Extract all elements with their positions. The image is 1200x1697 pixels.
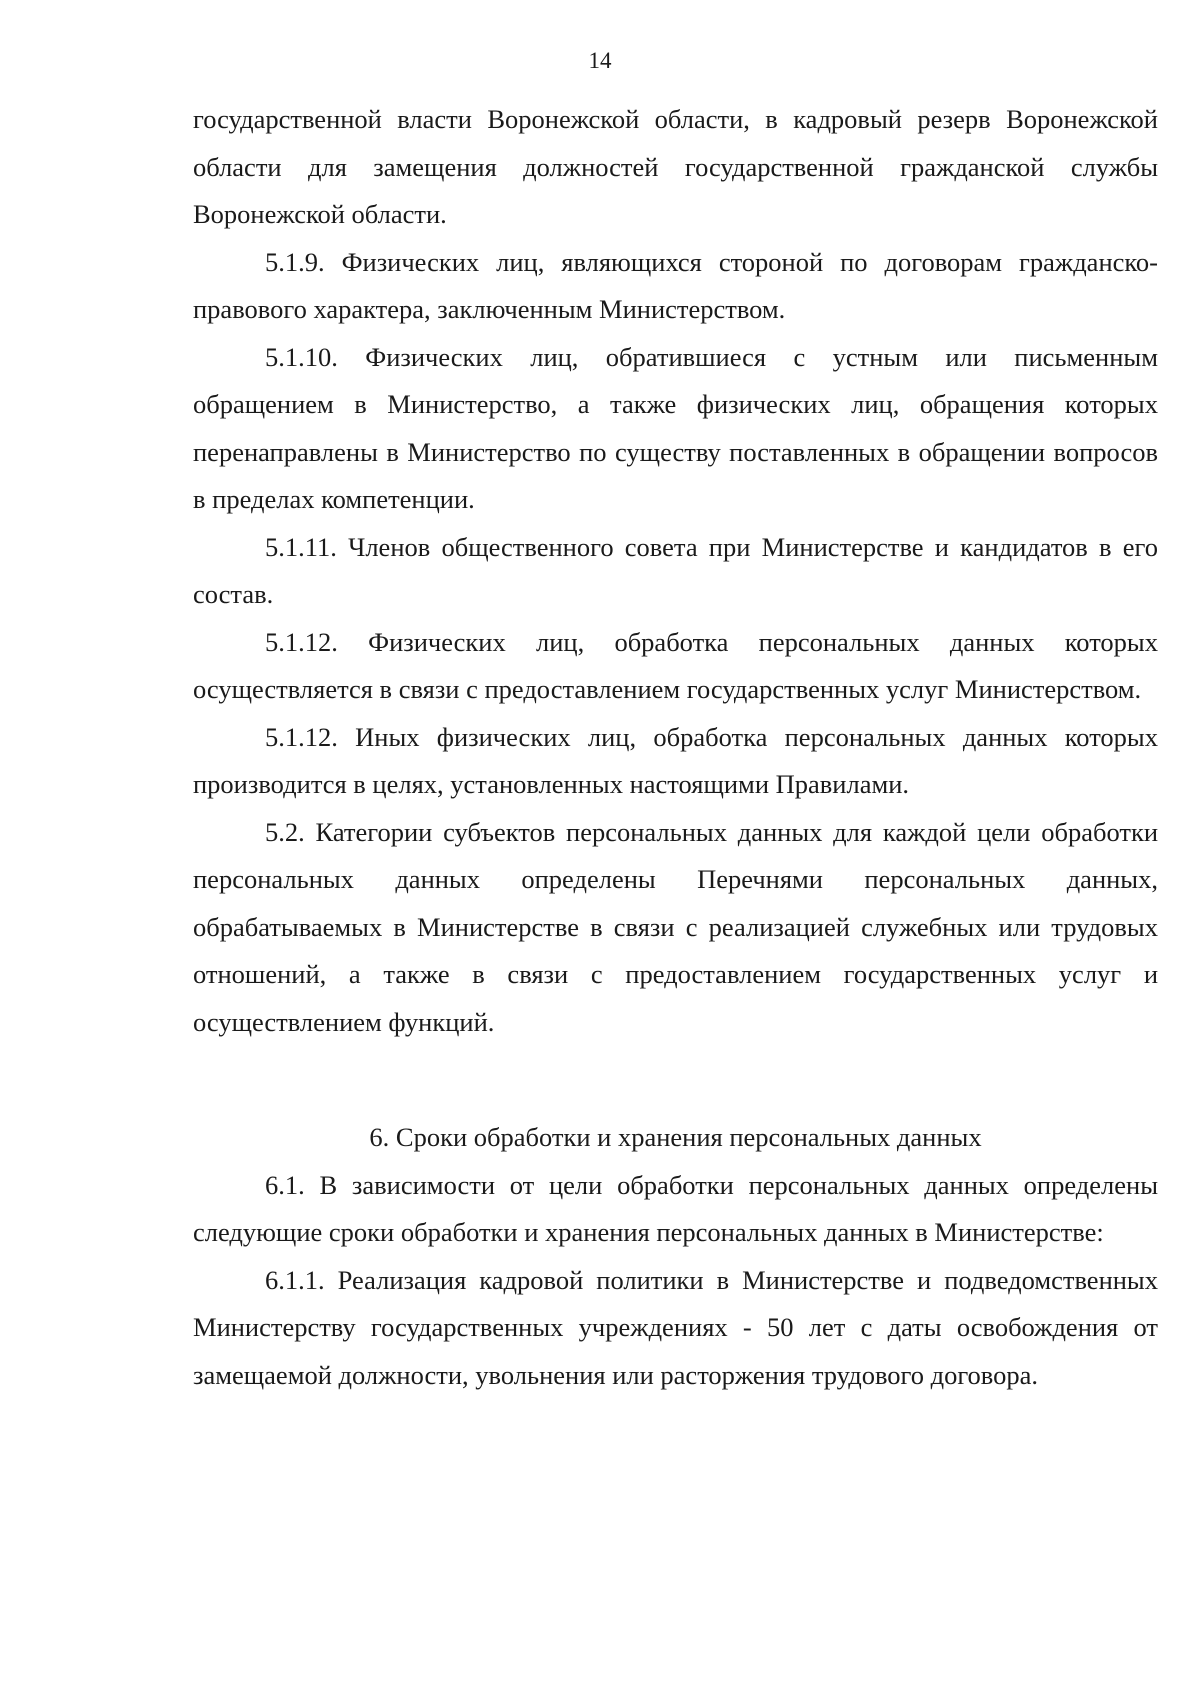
paragraph-5-1-9: 5.1.9. Физических лиц, являющихся стороной по договорам гражданско-правового характера, заключенным Министерством.: [193, 246, 1158, 324]
paragraph-5-1-12-b: 5.1.12. Иных физических лиц, обработка персональных данных которых производится в целях, установленных настоящими Правилами.: [193, 721, 1158, 799]
paragraph-continuation: государственной власти Воронежской области, в кадровый резерв Воронежской области для замещения должностей государственной гражданской службы Воронежской области.: [193, 104, 1158, 229]
paragraph-6-1: 6.1. В зависимости от цели обработки персональных данных определены следующие сроки обработки и хранения персональных данных в Министерстве:: [193, 1169, 1158, 1247]
paragraph-5-1-12-a: 5.1.12. Физических лиц, обработка персональных данных которых осуществляется в связи с предоставлением государственных услуг Министерством.: [193, 626, 1158, 704]
paragraph-5-1-10: 5.1.10. Физических лиц, обратившиеся с устным или письменным обращением в Министерство, а также физических лиц, обращения которых перенаправлены в Министерство по существу поставленных в обращении вопросов в пределах компетенции.: [193, 341, 1158, 514]
page-number: 14: [588, 48, 612, 73]
paragraph-5-1-11: 5.1.11. Членов общественного совета при Министерстве и кандидатов в его состав.: [193, 531, 1158, 609]
paragraph-6-1-1: 6.1.1. Реализация кадровой политики в Министерстве и подведомственных Министерству государственных учреждениях - 50 лет с даты освобождения от замещаемой должности, увольнения или расторжения трудового договора.: [193, 1264, 1158, 1390]
paragraph-5-2: 5.2. Категории субъектов персональных данных для каждой цели обработки персональных данных определены Перечнями персональных данных, обрабатываемых в Министерстве в связи с реализацией служебных или трудовых отношений, а также в связи с предоставлением государственных услуг и осуществлением функций.: [193, 816, 1158, 1037]
document-body: [193, 96, 1158, 1399]
section-heading: 6. Сроки обработки и хранения персональных данных: [369, 1122, 982, 1152]
